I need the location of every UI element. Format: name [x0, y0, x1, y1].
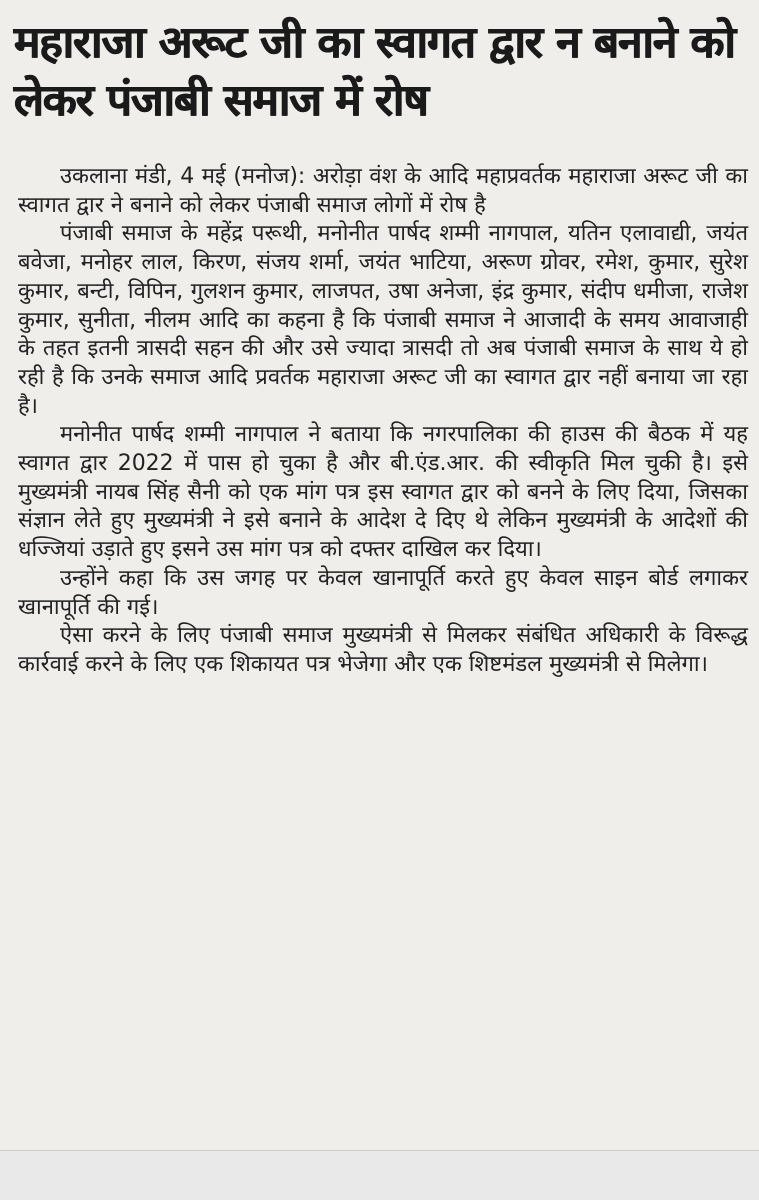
divider	[0, 1150, 759, 1151]
dateline: उकलाना मंडी, 4 मई (मनोज):	[60, 164, 306, 189]
article-body	[18, 163, 748, 680]
paragraph-3: मनोनीत पार्षद शम्मी नागपाल ने बताया कि नगरपालिका की हाउस की बैठक में यह स्वागत द्वार 2022 में पास हो चुका है और बी.एंड.आर. की स्वीकृति मिल चुकी है। इसे मुख्यमंत्री नायब सिंह सैनी को एक मांग पत्र इस स्वागत द्वार को बनने के लिए दिया, जिसका संज्ञान लेते हुए मुख्यमंत्री ने इसे बनाने के आदेश दे दिए थे लेकिन मुख्यमंत्री के आदेशों की धज्जियां उड़ाते हुए इसने उस मांग पत्र को दफ्तर दाखिल कर दिया।	[18, 422, 748, 563]
cropped-previous-text	[0, 0, 759, 12]
paragraph-1	[18, 163, 748, 220]
paragraph-5: ऐसा करने के लिए पंजाबी समाज मुख्यमंत्री से मिलकर संबंधित अधिकारी के विरूद्ध कार्रवाई करने के लिए एक शिकायत पत्र भेजेगा और एक शिष्टमंडल मुख्यमंत्री से मिलेगा।	[18, 623, 748, 677]
paragraph-2: पंजाबी समाज के महेंद्र परूथी, मनोनीत पार्षद शम्मी नागपाल, यतिन एलावाद्यी, जयंत बवेजा, मनोहर लाल, किरण, संजय शर्मा, जयंत भाटिया, अरूण ग्रोवर, रमेश, कुमार, सुरेश कुमार, बन्टी, विपिन, गुलशन कुमार, लाजपत, उषा अनेजा, इंद्र कुमार, संदीप धमीजा, राजेश कुमार, सुनीता, नीलम आदि का कहना है कि पंजाबी समाज ने आजादी के समय आवाजाही के तहत इतनी त्रासदी सहन की और उसे ज्यादा त्रासदी तो अब पंजाबी समाज के साथ ये हो रही है कि उनके समाज आदि प्रवर्तक महाराजा अरूट जी का स्वागत द्वार नहीं बनाया जा रहा है।	[18, 221, 748, 419]
headline: महाराजा अरूट जी का स्वागत द्वार न बनाने को लेकर पंजाबी समाज में रोष	[14, 17, 735, 126]
paragraph-4: उन्होंने कहा कि उस जगह पर केवल खानापूर्ति करते हुए केवल साइन बोर्ड लगाकर खानापूर्ति की गई।	[18, 565, 748, 620]
paragraph-1-text: अरोड़ा वंश के आदि महाप्रवर्तक महाराजा अरूट जी का स्वागत द्वार ने बनाने को लेकर पंजाबी समाज लोगों में रोष है	[18, 164, 748, 218]
